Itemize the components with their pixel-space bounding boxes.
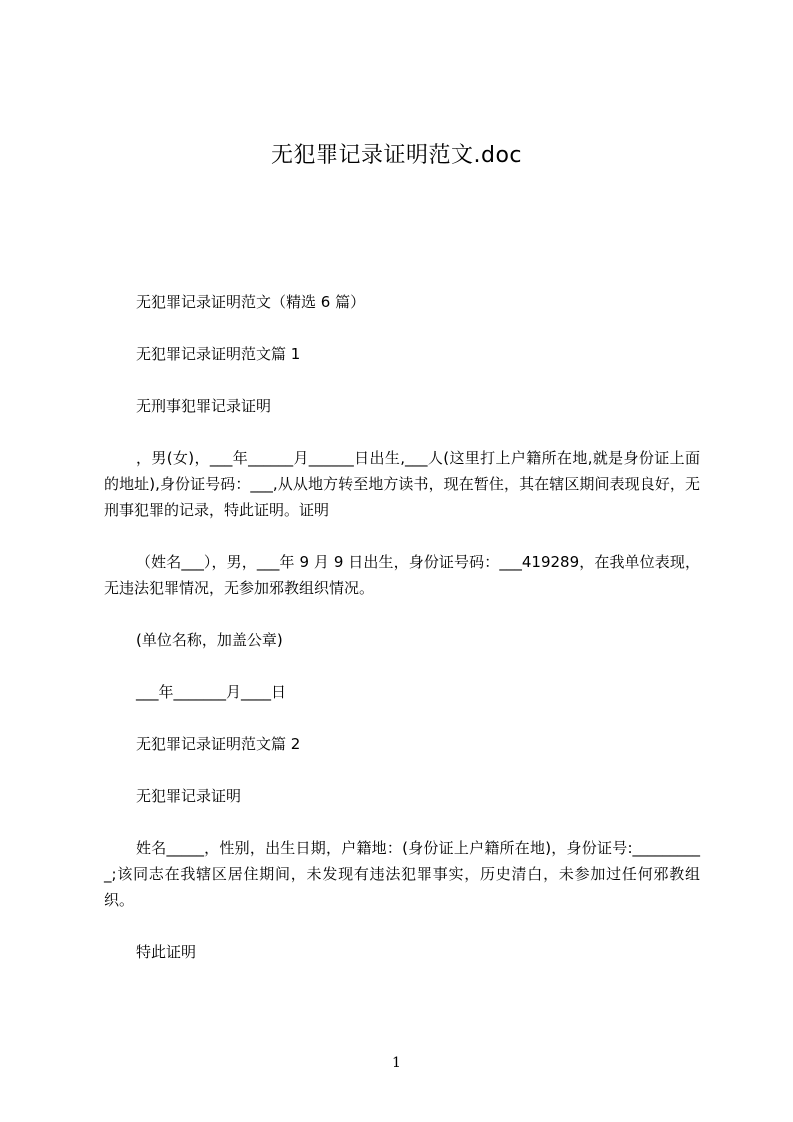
paragraph-certificate-body-2: （姓名___），男，___年 9 月 9 日出生，身份证号码：___419289，在我单位表现，无违法犯罪情况，无参加邪教组织情况。 — [104, 553, 700, 597]
paragraph-certificate-body-1: ，男(女)，___年______月______日出生,___人(这里打上户籍所在地,就是身份证上面的地址),身份证号码：___,从从地方转至地方读书，现在暂住，其在辖区期间表现良好，无刑事犯罪的记录，特此证明。证明 — [104, 449, 700, 519]
paragraph-collection-heading: 无犯罪记录证明范文（精选 6 篇） — [136, 293, 366, 311]
document-body — [104, 289, 700, 991]
paragraph-article-1-heading: 无犯罪记录证明范文篇 1 — [136, 345, 301, 363]
paragraph-certificate-body-3: 姓名_____，性别，出生日期，户籍地：(身份证上户籍所在地)，身份证号:__________;该同志在我辖区居住期间，未发现有违法犯罪事实，历史清白，未参加过任何邪教组织。 — [104, 839, 700, 909]
document-title: 无犯罪记录证明范文.doc — [270, 143, 522, 168]
page-number: 1 — [392, 1055, 401, 1071]
paragraph-date-line: ___年_______月____日 — [136, 683, 287, 701]
paragraph-certificate-title-1: 无刑事犯罪记录证明 — [136, 397, 272, 415]
paragraph-unit-stamp: (单位名称，加盖公章) — [136, 631, 283, 649]
paragraph-article-2-heading: 无犯罪记录证明范文篇 2 — [136, 735, 301, 753]
paragraph-certificate-title-2: 无犯罪记录证明 — [136, 787, 242, 805]
paragraph-hereby-certify: 特此证明 — [136, 943, 197, 961]
